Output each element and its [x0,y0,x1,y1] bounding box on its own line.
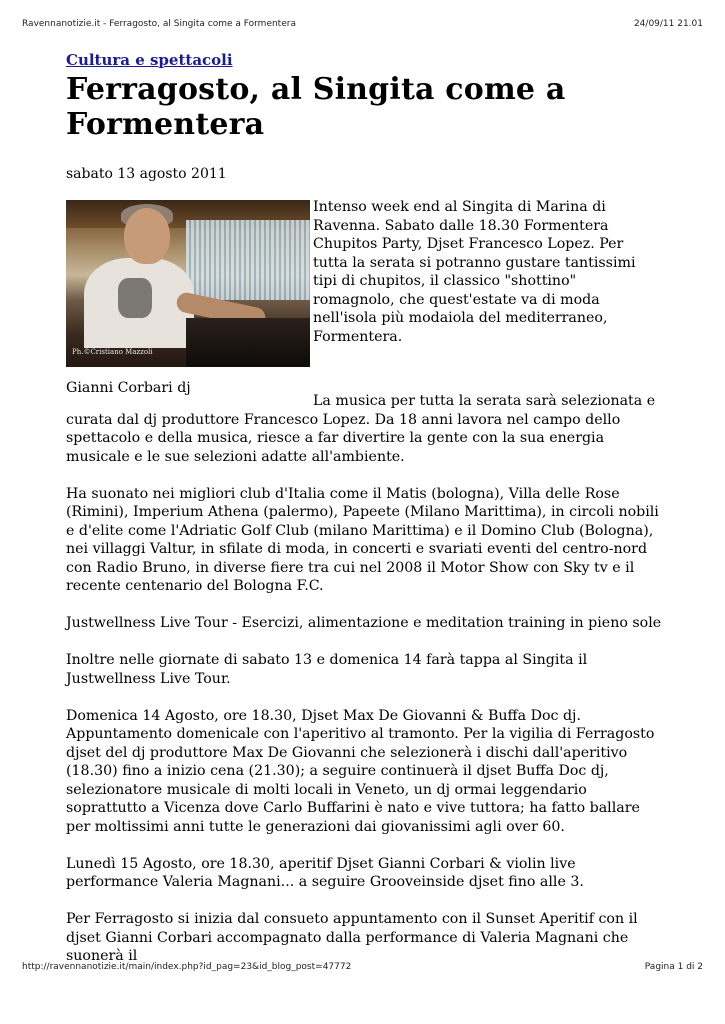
print-footer-url: http://ravennanotizie.it/main/index.php?id_pag=23&id_blog_post=47772 [22,962,352,972]
paragraph: Intenso week end al Singita di Marina di Ravenna. Sabato dalle 18.30 Formentera Chupitos Party, Djset Francesco Lopez. Per tutta la serata si potranno gustare tantissimi tipi di chupitos, il classico "shottino" romagnolo, che quest'estate va di moda nell'isola più modaiola del mediterraneo, Formentera. [313,199,636,345]
paragraph: Inoltre nelle giornate di sabato 13 e domenica 14 farà tappa al Singita il Justwellness Live Tour. [66,652,588,687]
paragraph: Lunedì 15 Agosto, ore 18.30, aperitif Djset Gianni Corbari & violin live performance Valeria Magnani... a seguire Grooveinside djset fino alle 3. [66,855,584,890]
paragraph: La musica per tutta la serata sarà selezionata e curata dal dj produttore Francesco Lopez. Da 18 anni lavora nel campo dello spettacolo e della musica, riesce a far divertire la gente con la sua energia musicale e le sue selezioni adatte all'ambiente. [66,393,656,465]
photo-credit: Ph.©Cristiano Mazzoli [72,347,153,356]
article-date: sabato 13 agosto 2011 [66,166,227,182]
paragraph: Per Ferragosto si inizia dal consueto appuntamento con il Sunset Aperitif con il djset Gianni Corbari accompagnato dalla performance di Valeria Magnani che suonerà il [66,911,638,964]
print-header-datetime: 24/09/11 21.01 [633,19,703,29]
category-link[interactable]: Cultura e spettacoli [66,51,233,69]
paragraph: Justwellness Live Tour - Esercizi, alimentazione e meditation training in pieno sole [66,615,662,631]
paragraph: Ha suonato nei migliori club d'Italia come il Matis (bologna), Villa delle Rose (Rimini), Imperium Athena (palermo), Papeete (Milano Marittima), in circoli nobili e d'elite come l'Adriatic Golf Club (milano Marittima) e il Domino Club (Bologna), nei villaggi Valtur, in sfilate di moda, in concerti e svariati eventi del centro-nord con Radio Bruno, in diverse fiere tra cui nel 2008 il Motor Show con Sky tv e il recente centenario del Bologna F.C. [66,485,659,594]
article [66,50,662,984]
print-header-title: Ravennanotizie.it - Ferragosto, al Singita come a Formentera [22,19,296,29]
paragraph: Domenica 14 Agosto, ore 18.30, Djset Max De Giovanni & Buffa Doc dj. Appuntamento domenicale con l'aperitivo al tramonto. Per la vigilia di Ferragosto djset del dj produttore Max De Giovanni che selezionerà i dischi dall'aperitivo (18.30) fino a inizio cena (21.30); a seguire continuerà il djset Buffa Doc dj, selezionatore musicale di molti locali in Veneto, un dj ormai leggendario soprattutto a Vicenza dove Carlo Buffarini è nato e vive tuttora; ha fatto ballare per moltissimi anni tutte le generazioni dai giovanissimi agli over 60. [66,707,655,835]
article-title: Ferragosto, al Singita come a Formentera [66,72,566,142]
photo-dj-console [186,318,310,367]
photo-curtains [186,220,310,300]
article-figure [66,200,310,398]
photo-head [124,208,170,264]
photo-shirt-print [118,278,152,318]
dj-photo [66,200,310,367]
article-body [66,198,662,966]
print-footer-page-number: Pagina 1 di 2 [644,962,703,972]
photo-caption: Gianni Corbari dj [66,380,191,396]
